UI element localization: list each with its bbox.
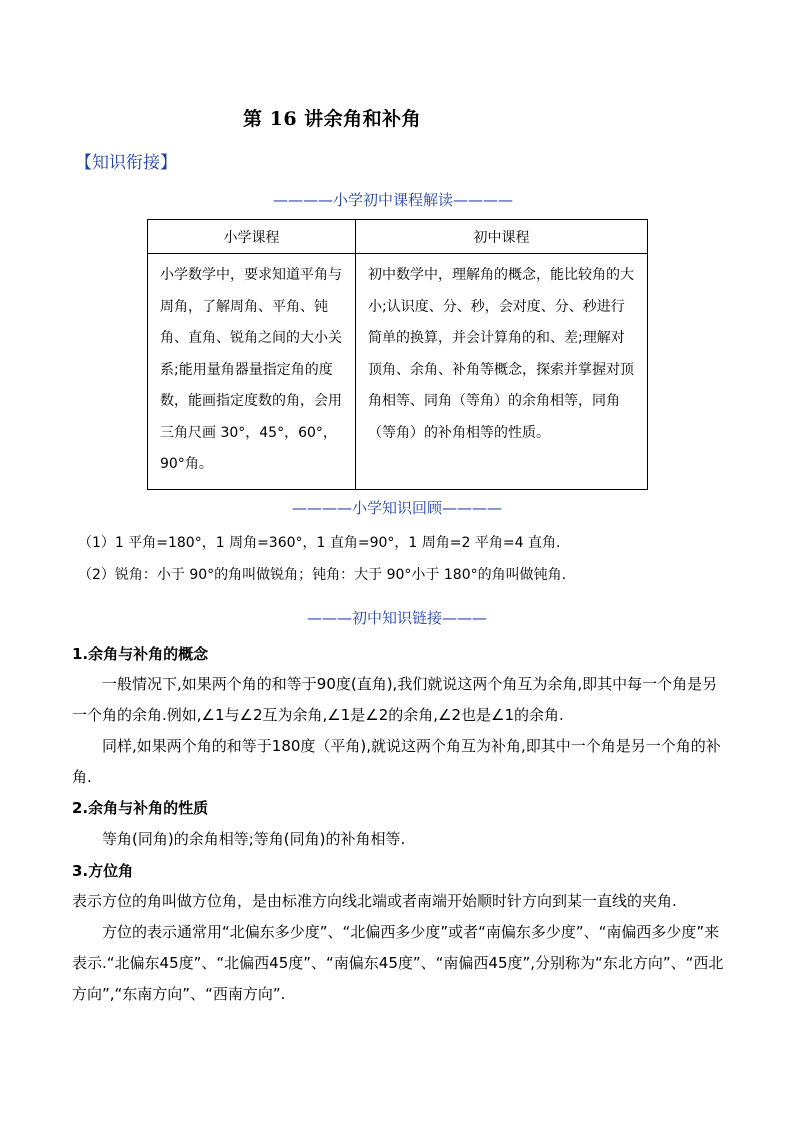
section-tag: 【知识衔接】 (75, 153, 177, 173)
review-item-1: （1）1 平角=180°，1 周角=360°，1 直角=90°，1 周角=2 平角=4 直角. (78, 535, 561, 551)
course-heading: ————小学初中课程解读———— (272, 191, 513, 209)
link-heading: ———初中知识链接——— (306, 609, 487, 627)
page-title: 第 16 讲余角和补角 (243, 108, 422, 130)
paragraph-property: 等角(同角)的余角相等;等角(同角)的补角相等. (102, 830, 406, 848)
paragraph-bearing-definition: 表示方位的角叫做方位角，是由标准方向线北端或者南端开始顺时针方向到某一直线的夹角. (72, 892, 677, 910)
course-table (147, 219, 648, 490)
cell-middle: 初中数学中，理解角的概念，能比较角的大小;认识度、分、秒，会对度、分、秒进行简单的换算，并会计算角的和、差;理解对顶角、余角、补角等概念，探索并掌握对顶角相等、同角（等角）的余角相等，同角（等角）的补角相等的性质。 (356, 254, 648, 490)
review-heading: ————小学知识回顾———— (291, 499, 502, 517)
review-item-2: （2）锐角：小于 90°的角叫做锐角；钝角：大于 90°小于 180°的角叫做钝角. (78, 567, 567, 583)
section-heading-concept: 1.余角与补角的概念 (72, 645, 209, 663)
paragraph-bearing-notation: 方位的表示通常用“北偏东多少度”、“北偏西多少度”或者“南偏东多少度”、“南偏西多少度”来表示.“北偏东45度”、“北偏西45度”、“南偏东45度”、“南偏西45度”,分别称为“东北方向”、“西北方向”,“东南方向”、“西南方向”. (72, 923, 724, 1003)
section-heading-bearing: 3.方位角 (72, 862, 134, 880)
header-primary: 小学课程 (148, 220, 356, 254)
paragraph-complement: 一般情况下,如果两个角的和等于90度(直角),我们就说这两个角互为余角,即其中每一个角是另一个角的余角.例如,∠1与∠2互为余角,∠1是∠2的余角,∠2也是∠1的余角. (72, 675, 718, 724)
cell-primary: 小学数学中，要求知道平角与周角，了解周角、平角、钝角、直角、锐角之间的大小关系;能用量角器量指定角的度数，能画指定度数的角，会用三角尺画 30°，45°，60°，90°角。 (148, 254, 356, 490)
section-heading-property: 2.余角与补角的性质 (72, 799, 209, 817)
header-middle: 初中课程 (356, 220, 648, 254)
paragraph-supplement: 同样,如果两个角的和等于180度（平角),就说这两个角互为补角,即其中一个角是另一个角的补角. (72, 737, 721, 786)
